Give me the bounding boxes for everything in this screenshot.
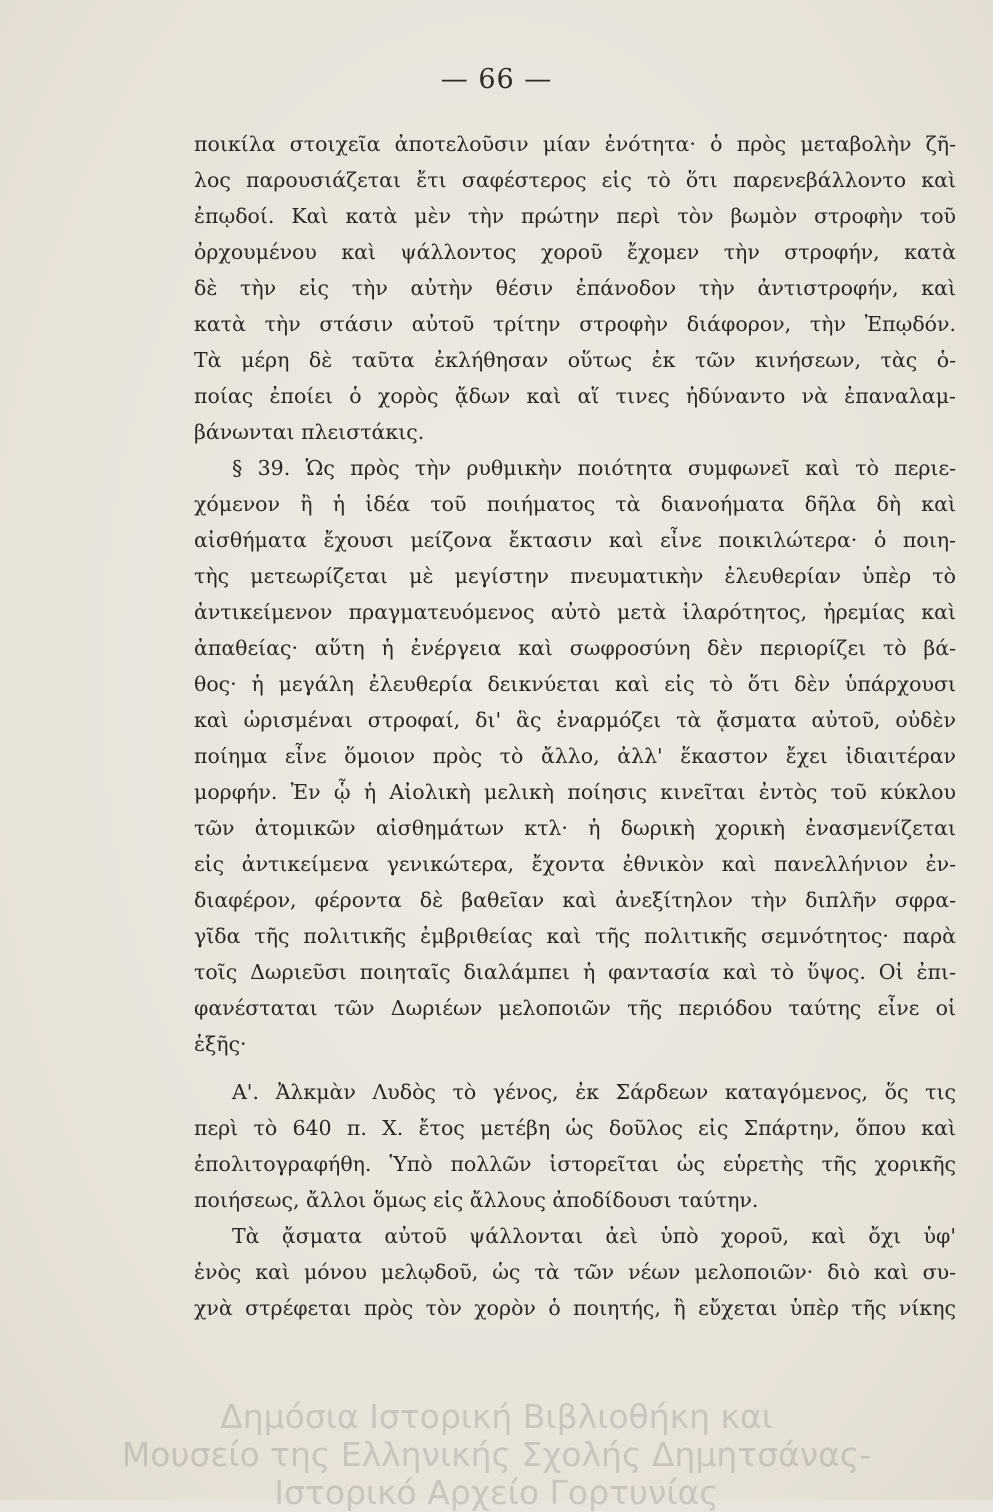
text-line: γῖδα τῆς πολιτικῆς ἐμβριθείας καὶ τῆς πολιτικῆς σεμνότητος· παρὰ [194,924,956,948]
text-line: τῶν ἀτομικῶν αἰσθημάτων κτλ· ἡ δωρικὴ χορικὴ ἐνασμενίζεται [194,816,956,840]
section-heading-line: § 39. Ὡς πρὸς τὴν ρυθμικὴν ποιότητα συμφωνεῖ καὶ τὸ περιε- [232,456,956,480]
text-line: διαφέρον, φέροντα δὲ βαθεῖαν καὶ ἀνεξίτηλον τὴν διπλῆν σφρα- [194,888,956,912]
watermark-line: Ιστορικό Αρχείο Γορτυνίας [274,1473,719,1512]
text-line: θος· ἡ μεγάλη ἐλευθερία δεικνύεται καὶ εἰς τὸ ὅτι δὲν ὑπάρχουσι [194,672,956,696]
text-line: μορφήν. Ἐν ᾧ ἡ Αἰολικὴ μελικὴ ποίησις κινεῖται ἐντὸς τοῦ κύκλου [194,780,956,804]
text-line: περὶ τὸ 640 π. Χ. ἔτος μετέβη ὡς δοῦλος εἰς Σπάρτην, ὅπου καὶ [194,1116,956,1140]
text-line: Τὰ μέρη δὲ ταῦτα ἐκλήθησαν οὕτως ἐκ τῶν κινήσεων, τὰς ὁ- [194,348,956,372]
text-line: ὀρχουμένου καὶ ψάλλοντος χοροῦ ἔχομεν τὴν στροφήν, κατὰ [194,240,956,264]
text-line: ἐπῳδοί. Καὶ κατὰ μὲν τὴν πρώτην περὶ τὸν βωμὸν στροφὴν τοῦ [194,204,956,228]
text-line: χόμενον ἢ ἡ ἰδέα τοῦ ποιήματος τὰ διανοήματα δῆλα δὴ καὶ [194,492,956,516]
entry-heading-line: Α'. Ἀλκμὰν Λυδὸς τὸ γένος, ἐκ Σάρδεων καταγόμενος, ὅς τις [232,1080,956,1104]
text-line: λος παρουσιάζεται ἔτι σαφέστερος εἰς τὸ ὅτι παρενεβάλλοντο καὶ [194,168,956,192]
text-line: τὴς μετεωρίζεται μὲ μεγίστην πνευματικὴν ἐλευθερίαν ὑπὲρ τὸ [194,564,956,588]
text-line: ἑνὸς καὶ μόνου μελῳδοῦ, ὡς τὰ τῶν νέων μελοποιῶν· διὸ καὶ συ- [194,1260,956,1284]
text-line: βάνωνται πλειστάκις. [194,420,425,444]
watermark-line: Μουσείο της Ελληνικής Σχολής Δημητσάνας- [121,1435,872,1474]
text-line: ποίας ἐποίει ὁ χορὸς ᾄδων καὶ αἵ τινες ἠδύναντο νὰ ἐπαναλαμ- [194,384,956,408]
text-line: αἰσθήματα ἔχουσι μείζονα ἔκτασιν καὶ εἶνε ποικιλώτερα· ὁ ποιη- [194,528,956,552]
text-line: ἐπολιτογραφήθη. Ὑπὸ πολλῶν ἱστορεῖται ὡς εὑρετὴς τῆς χορικῆς [194,1152,956,1176]
watermark-line: Δημόσια Ιστορική Βιβλιοθήκη και [220,1397,773,1436]
text-line: εἰς ἀντικείμενα γενικώτερα, ἔχοντα ἐθνικὸν καὶ πανελλήνιον ἐν- [194,852,956,876]
text-line: χνὰ στρέφεται πρὸς τὸν χορὸν ὁ ποιητής, ἢ εὔχεται ὑπὲρ τῆς νίκης [194,1296,956,1320]
text-line: ἀντικείμενον πραγματευόμενος αὐτὸ μετὰ ἱλαρότητος, ἠρεμίας καὶ [194,600,956,624]
text-line: ποιήσεως, ἄλλοι ὅμως εἰς ἄλλους ἀποδίδουσι ταύτην. [194,1188,759,1212]
text-line: ἀπαθείας· αὕτη ἡ ἐνέργεια καὶ σωφροσύνη δὲν περιορίζει τὸ βά- [194,636,956,660]
library-watermark [0,1398,993,1512]
text-line: φανέσταται τῶν Δωριέων μελοποιῶν τῆς περιόδου ταύτης εἶνε οἱ [194,996,956,1020]
text-line: κατὰ τὴν στάσιν αὐτοῦ τρίτην στροφὴν διάφορον, τὴν Ἐπῳδόν. [194,312,956,336]
page-number: — 66 — [440,64,553,95]
text-line: Τὰ ᾄσματα αὐτοῦ ψάλλονται ἀεὶ ὑπὸ χοροῦ, καὶ ὄχι ὑφ' [232,1224,956,1248]
body-text [194,126,956,1326]
text-line: ποικίλα στοιχεῖα ἀποτελοῦσιν μίαν ἑνότητα· ὁ πρὸς μεταβολὴν ζῆ- [194,132,956,156]
text-line: τοῖς Δωριεῦσι ποιηταῖς διαλάμπει ἡ φαντασία καὶ τὸ ὕψος. Οἱ ἐπι- [194,960,956,984]
text-line: ἑξῆς· [194,1032,247,1056]
text-line: δὲ τὴν εἰς τὴν αὐτὴν θέσιν ἐπάνοδον τὴν ἀντιστροφήν, καὶ [194,276,956,300]
text-line: ποίημα εἶνε ὅμοιον πρὸς τὸ ἄλλο, ἀλλ' ἕκαστον ἔχει ἰδιαιτέραν [194,744,956,768]
text-line: καὶ ὡρισμέναι στροφαί, δι' ἃς ἐναρμόζει τὰ ᾄσματα αὐτοῦ, οὐδὲν [194,708,956,732]
